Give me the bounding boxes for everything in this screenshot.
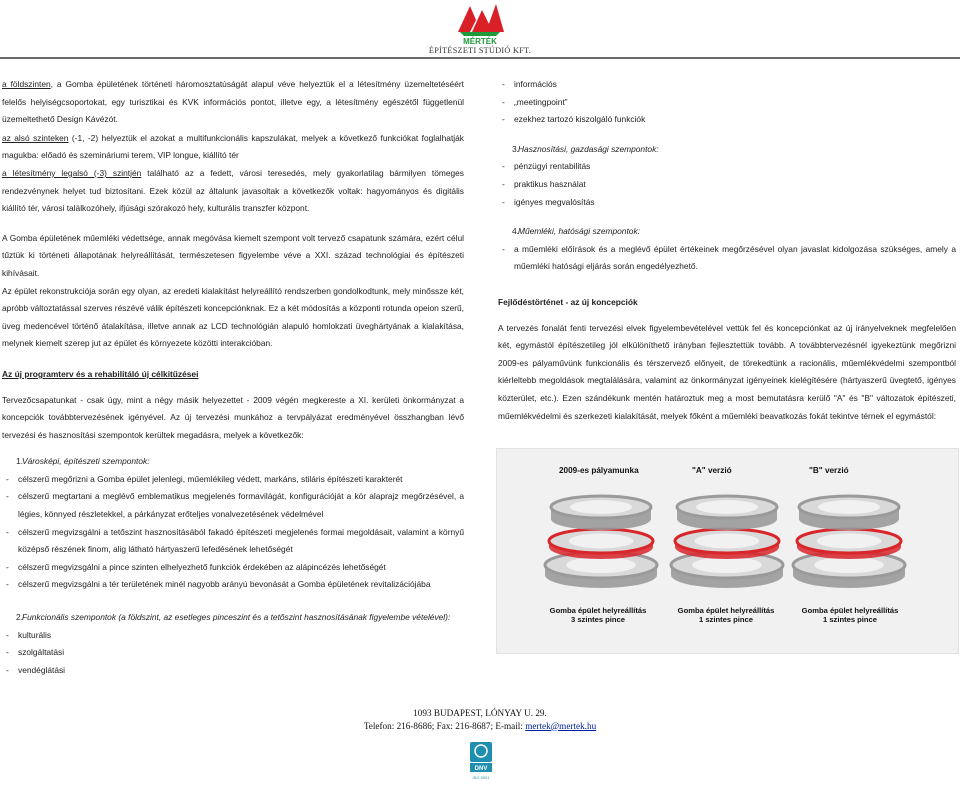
paragraph-evolution: A tervezés fonalát fenti tervezési elvek figyelembevételével vettük fel és koncepciónkat az új irányelveknek megfelelően két, egymástól építészetileg jól elkülöníthető irányban fejlesztettük tovább. A továbbtervezésnél igyekeztünk megőrizni 2009-es pályaművünk funkcionális és térszervező előnyeit, de törekedtünk a racionális, műemlékvédelmi szempontból kiérleltebb megoldások megtalálására, valamint az önkormányzat igényeinek kielégítésére (hártyaszerű üvegtető, igényes közterület, etc.). Ezen szándékunk mentén határoztuk meg a most bemutatásra kerülő "A" és "B" változatok építészeti, műemlékvédelmi és szerkezeti kialakítását, melyek főként a műemléki beavatkozás fokát tekintve térnek el egymástól: [498,322,956,421]
ring-model-2-middle [797,529,901,559]
right-column [498,76,956,425]
firm-name: ÉPÍTÉSZETI STÚDIÓ KFT. [428,46,532,55]
dnv-certification-badge [469,741,493,783]
list-dash: - [6,473,9,484]
list-item [2,576,464,594]
list-item [498,76,956,94]
list-item-text: célszerű megőrizni a Gomba épület jelenlegi, műemlékileg védett, markáns, stiláris építészeti karakterét [18,473,403,484]
criteria-1-heading: 1. Városképi, építészeti szempontok: [16,456,150,467]
list-item [2,559,464,577]
list-dash: - [6,561,9,572]
left-column [2,76,464,679]
list-item [498,111,956,129]
list-dash: - [6,629,9,640]
criteria-3-list [498,158,956,211]
label-version-b: "B" verzió [809,466,849,475]
paragraph-ground-floor: a földszinten, a Gomba épületének történeti háromosztatúságát alapul véve helyeztük el a létesítmény üzemeltetéséért felelős helyiségcsoportokat, egy turisztikai és KVK információs pontot, illetve egy, a létesítmény egészétől függetlenül üzemeltethető Design Kávézót. [2,79,464,125]
list-item [498,194,956,212]
criteria-2-heading: 2. Funkcionális szempontok (a földszint, az esetleges pinceszint és a tetőszint hasznosításának figyelembe vételével): [16,612,451,623]
list-dash: - [502,196,505,207]
cert-sub-label: ISO 9001 [472,775,490,780]
cert-label: DNV [474,766,488,772]
page-footer [0,707,960,732]
email-link[interactable]: mertek@mertek.hu [525,720,597,731]
brand-text: MÉRTÉK [463,37,497,46]
list-item-text: ezekhez tartozó kiszolgáló funkciók [514,114,646,125]
list-item-text: vendéglátási [18,664,66,675]
list-item-text: célszerű megvizsgálni a tetőszint hasznosításából fakadó építészeti megjelenés formai megoldásait, valamint a környű középső részének finom, alig látható hártyaszerű lefedésének lehetőségét [18,526,464,555]
list-item-text: célszerű megtartani a meglévő emblematikus megjelenés formavilágát, konfigurációját a kör alaprajz megőrzésével, a légies, könnyed részletekkel, a párkányzat erőteljes vonalvezetésének védelmével [18,491,464,520]
ring-model-1-middle [675,529,779,559]
list-dash: - [502,96,505,107]
list-item-text: a műemléki előírások és a meglévő épület értékeinek megőrzésével olyan javaslat kidolgozása szükséges, amely a műemléki hatósági eljárás során engedélyezhető. [514,243,956,272]
label-version-a: "A" verzió [692,466,732,475]
criteria-1-list [2,471,464,594]
paragraph-heritage: A Gomba épületének műemléki védettsége, annak megóvása kiemelt szempont volt tervező csapatunk számára, ezért célul tűztük ki történeti állapotának helyreállítását, természetesen figyelembe véve a XXI. század technológiai és építészeti kihívásait. [2,232,464,278]
list-item-text: információs [514,79,557,89]
section-heading-program: Az új programterv és a rehabilitáló új célkitűzései [2,368,199,379]
paragraph-lowest-level: a létesítmény legalsó (-3) szintjén található az a fedett, városi teresedés, mely gyakorlatilag bármilyen tömeges rendezvénynek helyet tud biztosítani. Ezek közül az általunk javasoltak a következők voltak: hagyományos és digitális kiállító tér, városi találkozóhely, ifjúsági szórakozó hely, kulturális transzfer központ. [2,167,464,214]
list-item-text: praktikus használat [514,178,586,189]
list-item [2,471,464,489]
list-item [2,488,464,523]
list-item-text: pénzügyi rentabilitás [514,161,591,172]
ring-model-1-top [677,496,777,530]
list-dash: - [502,114,505,125]
paragraph-team: Tervezőcsapatunkat - csak úgy, mint a négy másik helyezettet - 2009 végén megkereste a XI. kerületi önkormányzat a koncepciók továbbtervezésének igényével. Az új tervezési munkához a tervpályázat eredményével összhangban lévő tervezési és hasznosítási szempontok kerültek megadásra, melyek a következők: [2,394,464,440]
list-item [498,176,956,194]
ring-model-0-middle [549,529,653,559]
header-divider [0,57,960,59]
list-item-text: célszerű megvizsgálni a tér területének minél nagyobb arányú bevonását a Gomba épületének revitalizációjába [18,579,431,590]
criteria-3-heading: 3. Hasznosítási, gazdasági szempontok: [512,143,659,154]
list-dash: - [6,664,9,675]
list-item [2,627,464,645]
paragraph-lower-levels: az alsó szinteken (-1, -2) helyeztük el azokat a multifunkcionális kapszulákat, melyek a következő funkciókat foglalhatják magukba: előadó és szemináriumi terem, VIP longue, kiállító tér [2,132,464,161]
list-item-text: szolgáltatási [18,647,65,658]
paragraph-reconstruction: Az épület rekonstrukciója során egy olyan, az eredeti kialakítást helyreállító rendszerben gondolkodtunk, mely minőssze két, apróbb változtatással szerves részévé válik építészeti koncepciónknak. Ez a két módosítás a központi rotunda opeion szerű, üveg medencével történő átalakítása, illetve annak az LCD technológián alapuló homlokzati üveghártyának a kialakítása, melynek kiemelt szerep jut az épület és környezete közötti interakcióban. [2,285,464,349]
concept-comparison-figure [496,448,959,654]
ring-model-0-top [551,496,651,530]
list-item [2,524,464,559]
list-item-text: igényes megvalósítás [514,196,595,207]
caption-version-b: Gomba épület helyreállítás 1 szintes pince [801,606,899,624]
list-item-text: „meetingpoint” [514,96,568,107]
list-item [498,241,956,276]
list-dash: - [6,579,9,590]
caption-version-a: Gomba épület helyreállítás 1 szintes pince [677,606,775,624]
ring-models [509,483,949,603]
mertek-logo [452,2,508,46]
functional-list-continued [498,76,956,129]
list-item [498,158,956,176]
list-item [498,94,956,112]
ring-model-2-top [799,496,899,530]
list-item [2,644,464,662]
list-dash: - [502,161,505,172]
list-dash: - [502,178,505,189]
list-item-text: kulturális [18,629,52,640]
list-dash: - [502,79,505,89]
footer-contact: Telefon: 216-8686; Fax: 216-8687; E-mail: mertek@mertek.hu [363,720,597,731]
criteria-2-list [2,627,464,680]
section-heading-evolution: Fejlődéstörténet - az új koncepciók [498,296,638,307]
criteria-4-list [498,241,956,276]
list-item [2,662,464,680]
list-item-text: célszerű megvizsgálni a pince szinten elhelyezhető funkciók érdekében az alápincézés lehetőségét [18,561,386,572]
footer-address: 1093 BUDAPEST, LÓNYAY U. 29. [413,708,547,718]
label-2009: 2009-es pályamunka [559,466,639,475]
list-dash: - [6,647,9,658]
caption-2009: Gomba épület helyreállítás 3 szintes pince [549,606,647,624]
page-header [0,0,960,62]
list-dash: - [502,243,505,254]
list-dash: - [6,491,9,502]
criteria-4-heading: 4. Műemléki, hatósági szempontok: [512,226,640,237]
list-dash: - [6,526,9,537]
